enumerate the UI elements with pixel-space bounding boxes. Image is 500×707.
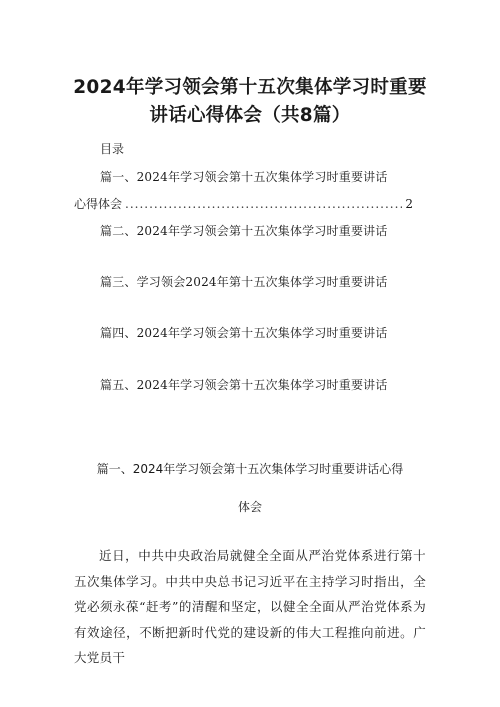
document-title-line-2: 讲话心得体会（共8篇） [149, 105, 351, 126]
section-title-line-1: 篇一、2024年学习领会第十五次集体学习时重要讲话心得 [96, 462, 404, 476]
toc-item-1[interactable]: 篇一、2024年学习领会第十五次集体学习时重要讲话 [100, 170, 388, 184]
toc-item-1-label-continuation: 心得体会 [74, 197, 123, 211]
toc-item-5[interactable]: 篇五、2024年学习领会第十五次集体学习时重要讲话 [100, 378, 388, 392]
toc-leader-dots [125, 197, 402, 211]
toc-item-1-continuation[interactable] [74, 195, 413, 212]
section-title-line-2: 体会 [237, 500, 262, 514]
toc-heading: 目录 [100, 142, 125, 156]
document-title-line-1: 2024年学习领会第十五次集体学习时重要 [73, 77, 427, 98]
toc-item-1-page-number: 2 [405, 197, 413, 211]
toc-item-4[interactable]: 篇四、2024年学习领会第十五次集体学习时重要讲话 [100, 326, 388, 340]
toc-item-3[interactable]: 篇三、学习领会2024年第十五次集体学习时重要讲话 [100, 275, 388, 289]
body-paragraph: 近日，中共中央政治局就健全全面从严治党体系进行第十五次集体学习。中共中央总书记习近平在主持学习时指出，全党必须永葆“赶考”的清醒和坚定，以健全全面从严治党体系为有效途径，不断把新时代党的建设新的伟大工程推向前进。广大党员干 [74, 548, 426, 665]
toc-item-2[interactable]: 篇二、2024年学习领会第十五次集体学习时重要讲话 [100, 224, 388, 238]
